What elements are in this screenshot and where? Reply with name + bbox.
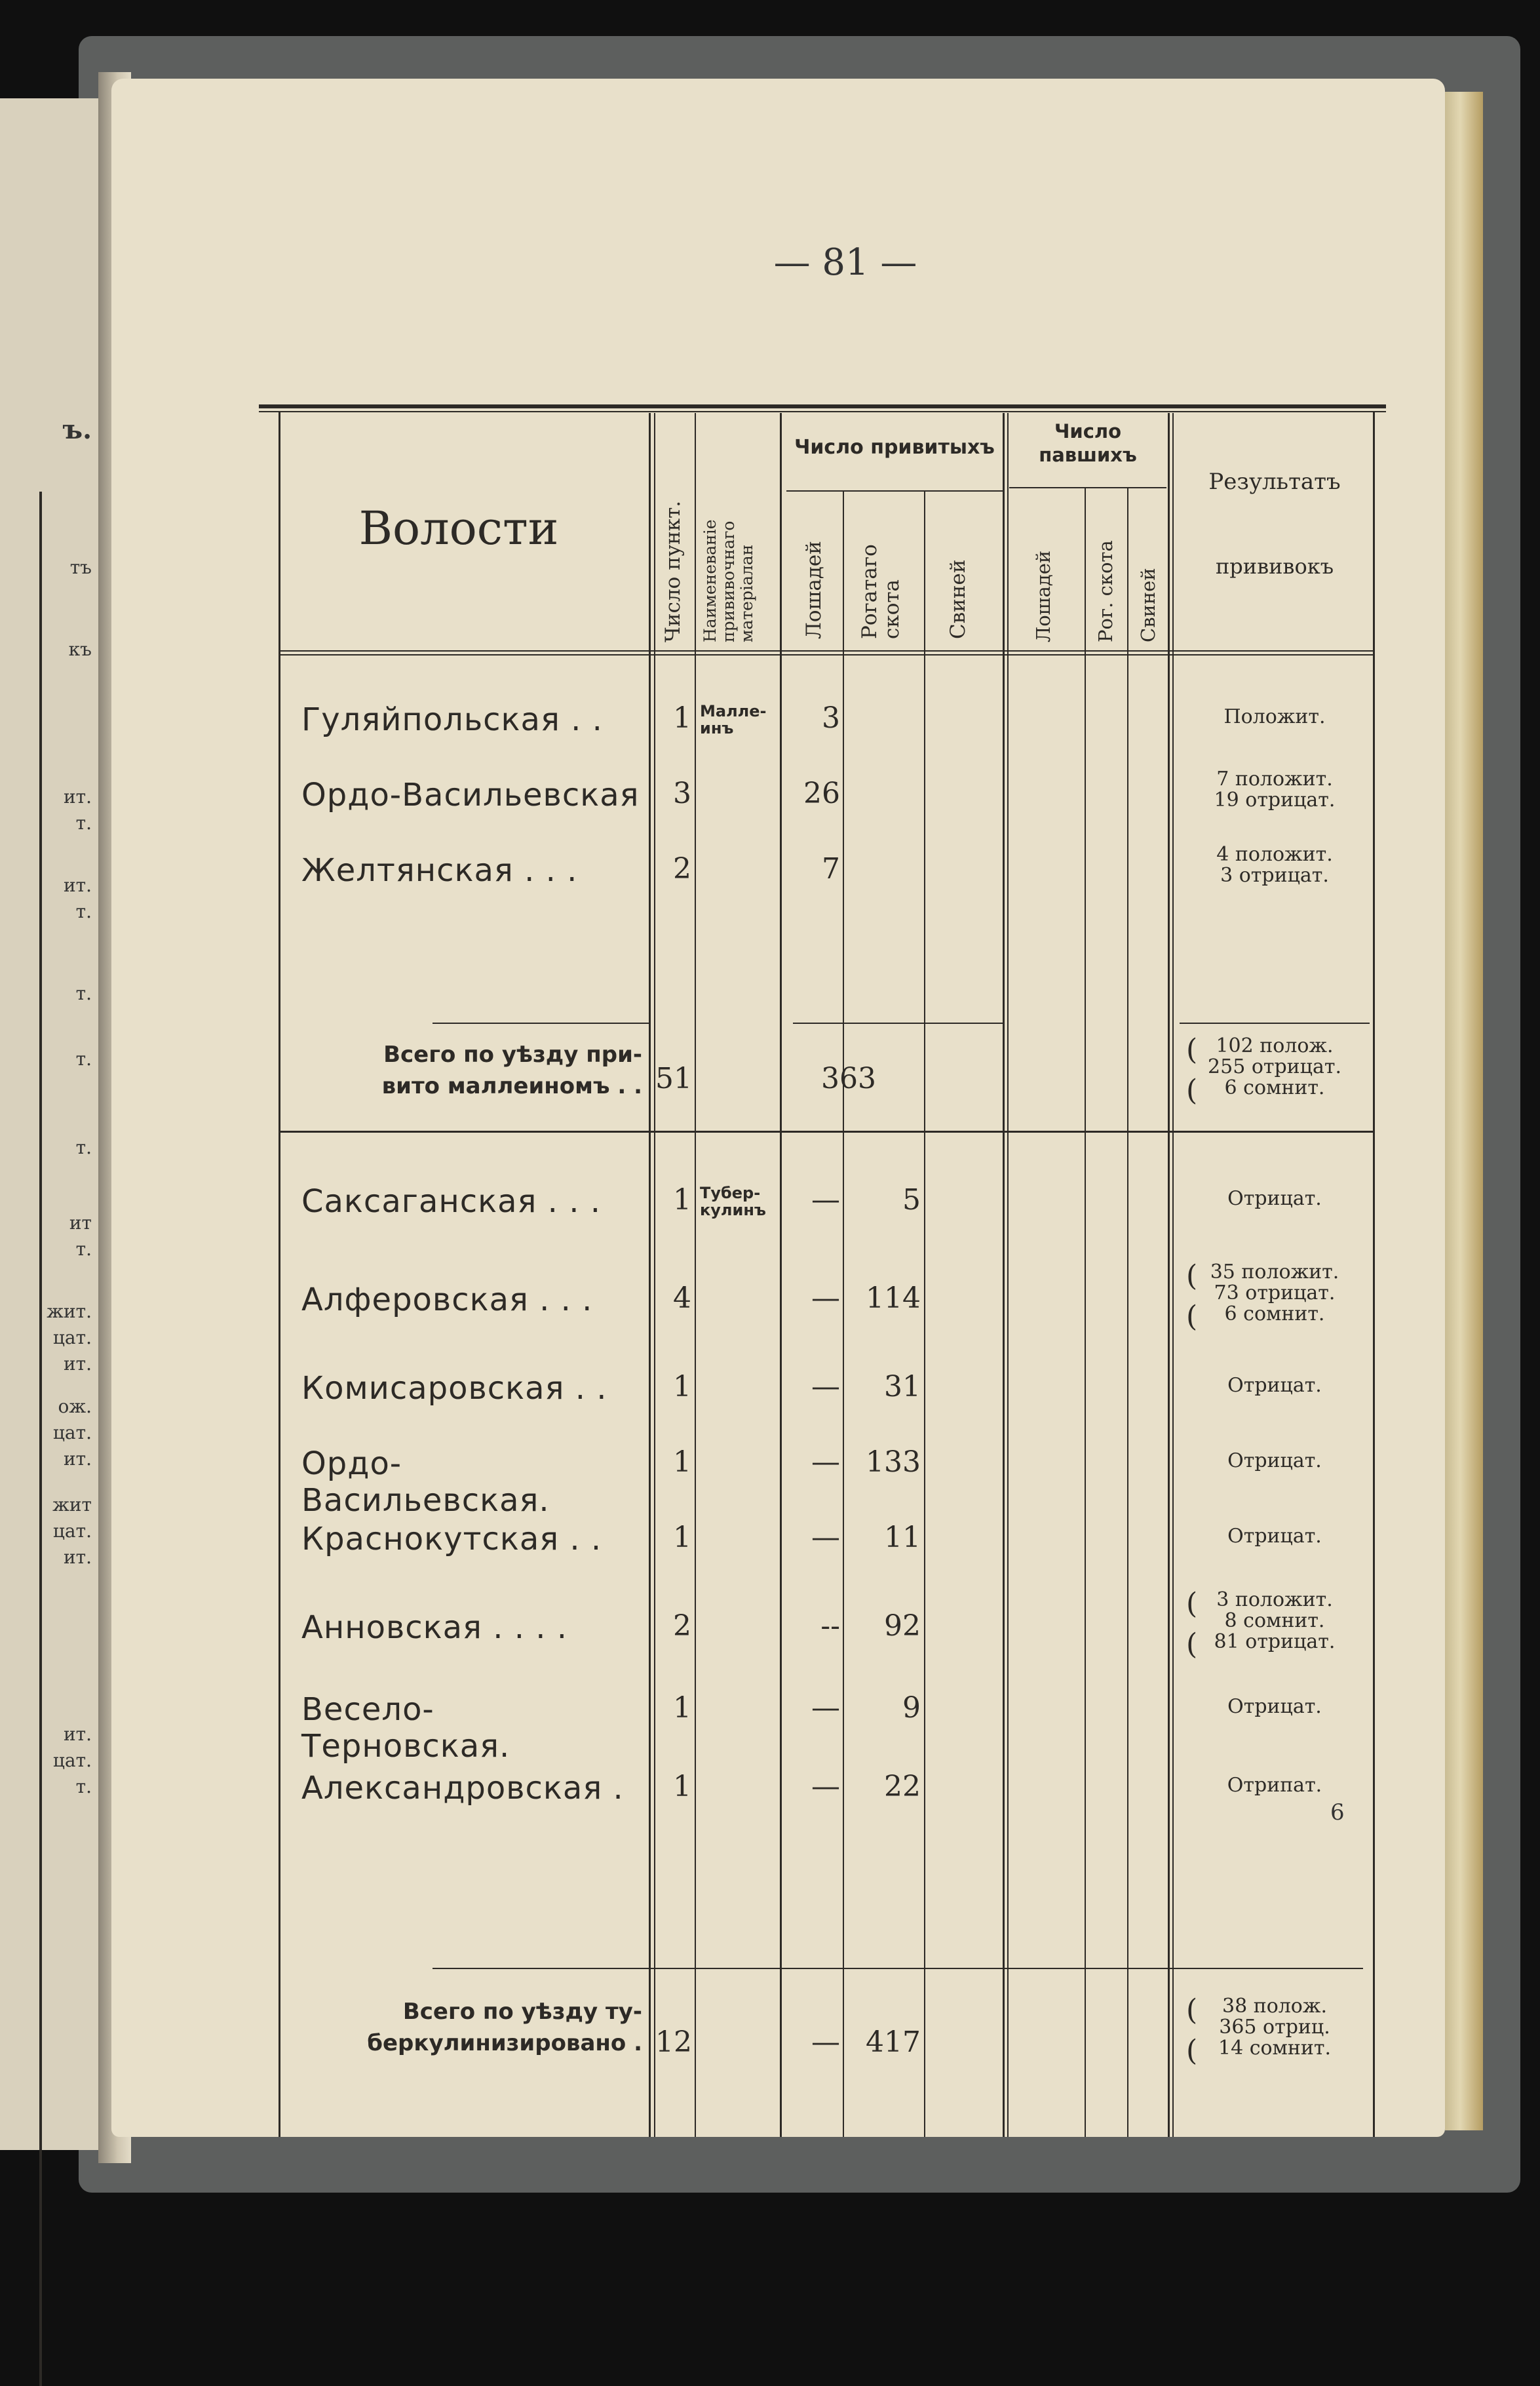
result-text: 7 положит. 19 отрицат. (1214, 768, 1336, 812)
district-name: Алферовская . . . (301, 1281, 593, 1318)
horses-count: 7 (822, 852, 840, 886)
district-name: Ордо-Васильевская. (301, 1445, 550, 1519)
horses-count: — (811, 1281, 840, 1315)
header-sviney-2: Свиней (1137, 568, 1159, 642)
page (111, 79, 1445, 2137)
left-page-fragment: т. (75, 1137, 92, 1158)
district-name: Анновская . . . . (301, 1609, 568, 1646)
punkt-count: 1 (673, 701, 691, 735)
brace-left: ( (1186, 1074, 1198, 1107)
header-privitykh: Число привитыхъ (794, 436, 995, 459)
district-name: Ордо-Васильевская (301, 777, 640, 813)
left-page-fragment: цат. (52, 1327, 92, 1348)
total-result: 38 полож. 365 отриц. 14 сомнит. (1218, 1995, 1332, 2060)
cattle-count: 9 (902, 1691, 921, 1725)
left-page-fragment: тъ (69, 557, 92, 578)
punkt-count: 1 (673, 1691, 691, 1725)
cattle-count: 92 (884, 1609, 921, 1643)
horses-count: 26 (803, 777, 840, 810)
header-result-2: прививокъ (1215, 554, 1334, 579)
brace-left: ( (1186, 1033, 1198, 1066)
result-text: Отрицат. (1227, 1449, 1322, 1472)
left-page-fragment: т. (75, 983, 92, 1004)
header-pavshikh: Число павшихъ (1039, 420, 1137, 466)
district-name: Весело-Терновская. (301, 1691, 510, 1765)
left-page-fragment: ит. (63, 1448, 92, 1470)
horses-count: -- (820, 1609, 840, 1643)
result-text: 3 положит. 8 сомнит. 81 отрицат. (1214, 1588, 1336, 1653)
horses-count: — (811, 1770, 840, 1803)
cattle-count: 114 (866, 1281, 921, 1315)
total-punkt: 12 (655, 2025, 692, 2059)
punkt-count: 1 (673, 1183, 691, 1217)
left-page-fragment: ож. (58, 1396, 92, 1417)
left-page-fragment: цат. (52, 1422, 92, 1443)
left-page-fragment: жит (52, 1494, 92, 1516)
left-page-fragment: т. (75, 1238, 92, 1260)
left-page-fragment: цат. (52, 1520, 92, 1542)
punkt-count: 1 (673, 1521, 691, 1554)
total-punkt: 51 (655, 1062, 692, 1095)
punkt-count: 1 (673, 1445, 691, 1479)
punkt-count: 1 (673, 1370, 691, 1403)
result-text: Отрицат. (1227, 1695, 1322, 1718)
district-name: Гуляйпольская . . (301, 701, 603, 738)
district-name: Желтянская . . . (301, 852, 578, 889)
result-text: Отрицат. (1227, 1374, 1322, 1397)
left-page-fragment: къ (68, 638, 92, 660)
left-page-fragment: т. (75, 901, 92, 922)
cattle-count: 31 (884, 1370, 921, 1403)
punkt-count: 1 (673, 1770, 691, 1803)
total-result: 102 полож. 255 отрицат. 6 сомнит. (1208, 1034, 1341, 1099)
horses-count: — (811, 1691, 840, 1725)
result-text: Отрицат. (1227, 1525, 1322, 1548)
header-sviney: Свиней (946, 559, 970, 639)
total-label: Всего по уѣзду при- вито маллеиномъ . . (381, 1042, 642, 1099)
district-name: Комисаровская . . (301, 1370, 607, 1407)
left-page-fragment: ит. (63, 1546, 92, 1568)
total-horses: — (811, 2025, 840, 2059)
horses-count: — (811, 1445, 840, 1479)
left-page-fragment: ит (69, 1212, 92, 1234)
horses-count: — (811, 1183, 840, 1217)
district-name: Александровская . (301, 1770, 624, 1807)
left-page-fragment: ит. (63, 1723, 92, 1745)
cattle-count: 133 (866, 1445, 921, 1479)
header-rog-skota: Рог. скота (1094, 540, 1117, 642)
horses-count: — (811, 1370, 840, 1403)
total-label: Всего по уѣзду ту- беркулинизировано . (367, 1999, 642, 2056)
header-loshadey-2: Лошадей (1032, 550, 1054, 642)
brace-left: ( (1186, 1300, 1198, 1333)
brace-left: ( (1186, 1259, 1198, 1293)
punkt-count: 2 (673, 1609, 691, 1643)
material-name: Малле- инъ (700, 702, 767, 737)
horses-count: — (811, 1521, 840, 1554)
left-page-fragment: ит. (63, 874, 92, 896)
left-page-fragment: ит. (63, 786, 92, 808)
result-text: Отрипат. (1227, 1774, 1322, 1797)
left-page-fragment: цат. (52, 1750, 92, 1771)
total-horses: 363 (821, 1062, 876, 1095)
left-page-fragment: ъ. (62, 414, 92, 445)
punkt-count: 4 (673, 1281, 691, 1315)
left-page-fragment: т. (75, 812, 92, 834)
brace-left: ( (1186, 1628, 1198, 1661)
header-loshadey: Лошадей (802, 541, 826, 639)
header-material: Наименеванie прививочнаго матерiалан (701, 519, 756, 642)
header-volosti: Волости (358, 501, 559, 555)
district-name: Саксаганская . . . (301, 1183, 601, 1220)
horses-count: 3 (822, 701, 840, 735)
material-name: Тубер- кулинъ (700, 1184, 766, 1219)
left-page-fragment: жит. (47, 1301, 92, 1322)
page-edge (1445, 92, 1483, 2130)
cattle-count: 11 (884, 1521, 921, 1554)
total-cattle: 417 (866, 2025, 921, 2059)
result-text: 35 положит. 73 отрицат. 6 сомнит. (1210, 1261, 1339, 1325)
brace-left: ( (1186, 1993, 1198, 2027)
left-page-fragment: ит. (63, 1353, 92, 1375)
result-text: 4 положит. 3 отрицат. (1216, 843, 1333, 887)
district-name: Краснокутская . . (301, 1521, 602, 1557)
punkt-count: 3 (673, 777, 691, 810)
brace-left: ( (1186, 1587, 1198, 1620)
cattle-count: 5 (902, 1183, 921, 1217)
result-text: Отрицат. (1227, 1187, 1322, 1210)
brace-left: ( (1186, 2034, 1198, 2067)
result-text: Положит. (1223, 705, 1326, 728)
header-result-1: Результатъ (1208, 469, 1341, 495)
left-page-fragment: т. (75, 1776, 92, 1797)
header-chislo-punkt: Число пункт. (661, 500, 685, 642)
punkt-count: 2 (673, 852, 691, 886)
header-rogatogo: Рогатаго скота (858, 544, 904, 639)
left-page-fragment: т. (75, 1048, 92, 1070)
page-signature: 6 (1330, 1799, 1345, 1826)
page-number: — 81 — (773, 241, 917, 284)
cattle-count: 22 (884, 1770, 921, 1803)
